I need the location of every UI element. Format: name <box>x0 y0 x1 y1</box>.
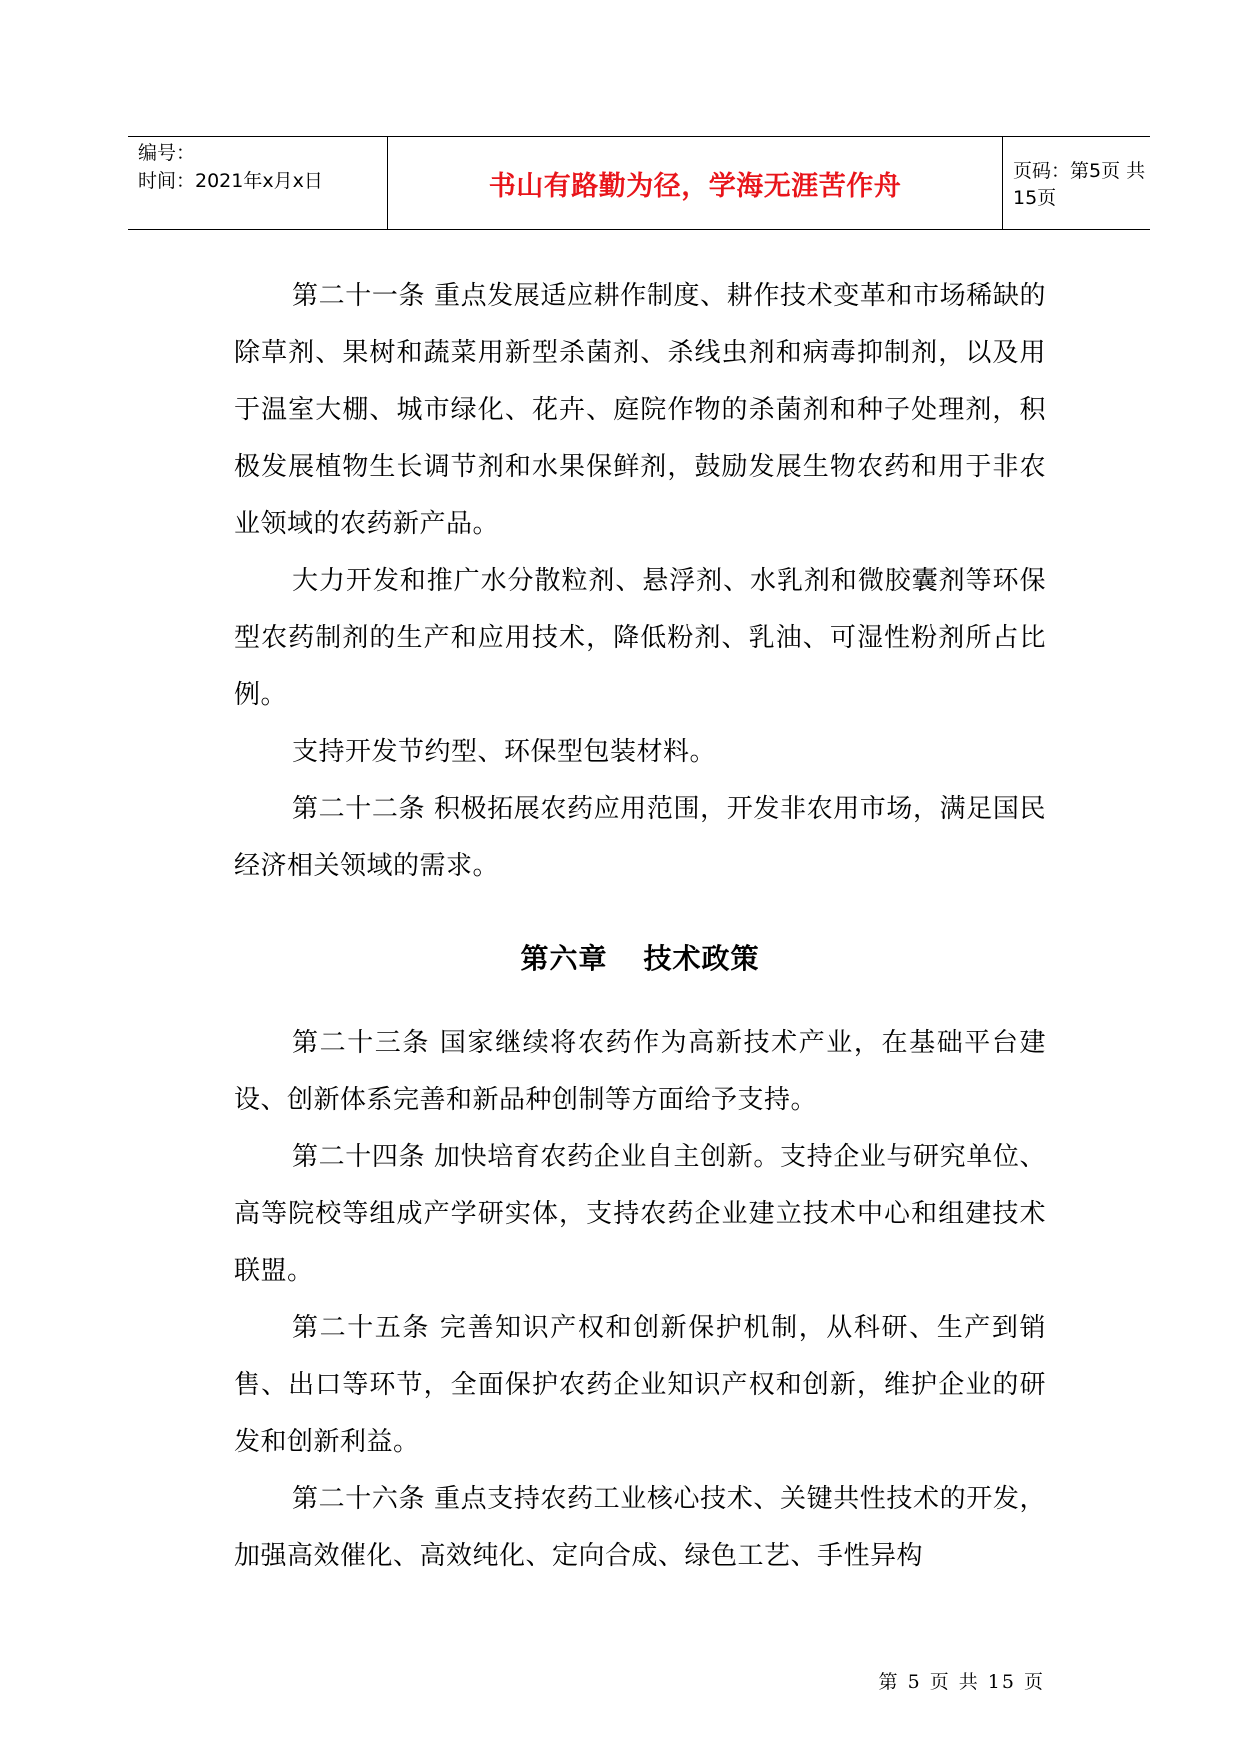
paragraph-formulations: 大力开发和推广水分散粒剂、悬浮剂、水乳剂和微胶囊剂等环保型农药制剂的生产和应用技术，降低粉剂、乳油、可湿性粉剂所占比例。 <box>234 566 1046 710</box>
paragraph-article-24: 第二十四条 加快培育农药企业自主创新。支持企业与研究单位、高等院校等组成产学研实体，支持农药企业建立技术中心和组建技术联盟。 <box>234 1142 1046 1286</box>
paragraph-article-25: 第二十五条 完善知识产权和创新保护机制，从科研、生产到销售、出口等环节，全面保护农药企业知识产权和创新，维护企业的研发和创新利益。 <box>234 1313 1046 1457</box>
header-motto-cell <box>388 137 1003 229</box>
number-label: 编号： <box>138 142 196 164</box>
page-header <box>128 136 1150 230</box>
header-page-cell <box>1003 137 1150 229</box>
time-label: 时间：2021年x月x日 <box>138 170 323 192</box>
chapter-heading <box>234 939 1046 979</box>
document-body <box>234 268 1046 1585</box>
chapter-title: 技术政策 <box>643 942 760 975</box>
chapter-number: 第六章 <box>520 942 608 975</box>
motto-text: 书山有路勤为径，学海无涯苦作舟 <box>488 170 902 202</box>
paragraph-packaging: 支持开发节约型、环保型包装材料。 <box>292 737 717 767</box>
paragraph-article-22: 第二十二条 积极拓展农药应用范围，开发非农用市场，满足国民经济相关领域的需求。 <box>234 794 1046 881</box>
header-left-cell <box>128 137 388 229</box>
page-footer: 第 5 页 共 15 页 <box>878 1671 1045 1693</box>
paragraph-article-21: 第二十一条 重点发展适应耕作制度、耕作技术变革和市场稀缺的除草剂、果树和蔬菜用新型杀菌剂、杀线虫剂和病毒抑制剂，以及用于温室大棚、城市绿化、花卉、庭院作物的杀菌剂和种子处理剂，积极发展植物生长调节剂和水果保鲜剂，鼓励发展生物农药和用于非农业领域的农药新产品。 <box>234 281 1046 539</box>
page-label: 页码：第5页 共15页 <box>1013 160 1146 209</box>
paragraph-article-26: 第二十六条 重点支持农药工业核心技术、关键共性技术的开发，加强高效催化、高效纯化、定向合成、绿色工艺、手性异构 <box>234 1484 1046 1571</box>
paragraph-article-23: 第二十三条 国家继续将农药作为高新技术产业，在基础平台建设、创新体系完善和新品种创制等方面给予支持。 <box>234 1028 1046 1115</box>
